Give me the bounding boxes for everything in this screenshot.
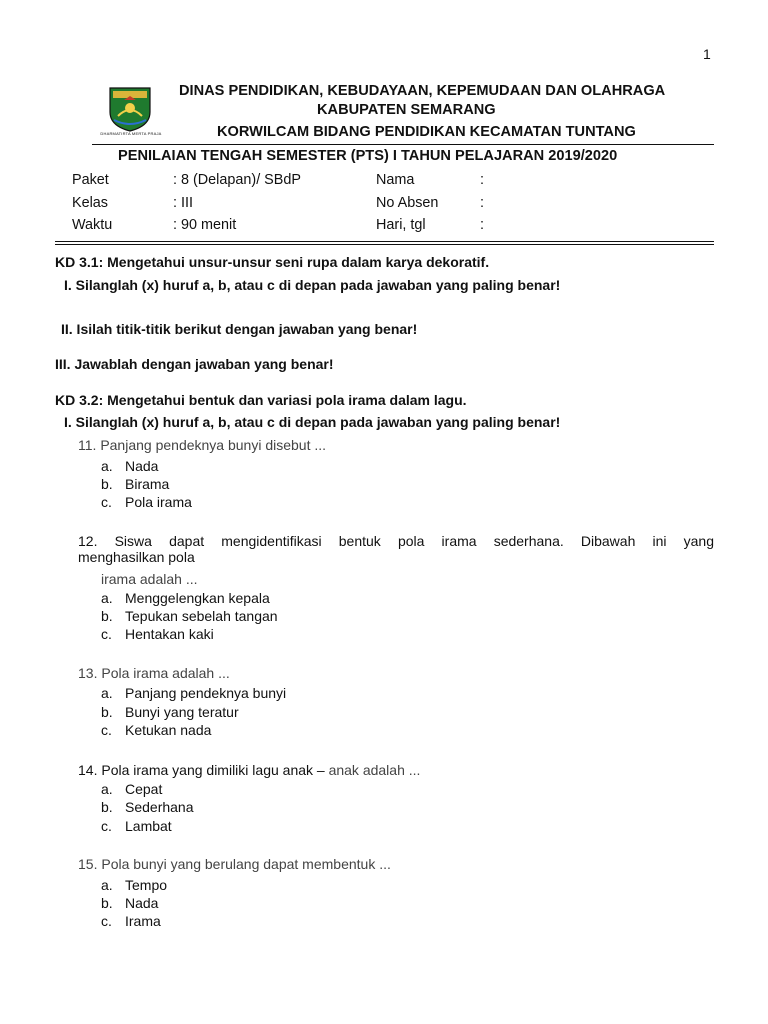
header-line-1: DINAS PENDIDIKAN, KEBUDAYAAN, KEPEMUDAAN DAN OLAHRAGA [179, 83, 666, 99]
info-divider-top [55, 241, 714, 242]
info-divider-bottom [55, 244, 714, 245]
q14-option-a: a. Cepat [101, 781, 163, 797]
regency-emblem-icon [104, 86, 156, 132]
q15-option-a: a. Tempo [101, 877, 168, 893]
question-12-line-2: menghasilkan pola [78, 549, 195, 565]
kelas-label: Kelas [72, 195, 108, 211]
q11-option-c: c. Pola irama [101, 494, 192, 510]
exam-title: PENILAIAN TENGAH SEMESTER (PTS) I TAHUN PELAJARAN 2019/2020 [118, 148, 618, 164]
waktu-label: Waktu [72, 217, 113, 233]
header-line-3: KORWILCAM BIDANG PENDIDIKAN KECAMATAN TUNTANG [217, 124, 636, 140]
logo-caption: DHARMATIRTA MERTA PRAJA [100, 131, 162, 136]
q15-option-c: c. Irama [101, 913, 161, 929]
question-15: 15. Pola bunyi yang berulang dapat membentuk ... [78, 856, 391, 872]
hari-value: : [480, 217, 484, 233]
kd1-section-3: III. Jawablah dengan jawaban yang benar! [55, 356, 334, 372]
waktu-value: : 90 menit [173, 217, 237, 233]
q13-option-a: a. Panjang pendeknya bunyi [101, 685, 287, 701]
kd2-section-1: I. Silanglah (x) huruf a, b, atau c di depan pada jawaban yang paling benar! [64, 414, 561, 430]
nama-label: Nama [376, 172, 415, 188]
kelas-value: : III [173, 195, 193, 211]
kd1-section-2: II. Isilah titik-titik berikut dengan jawaban yang benar! [61, 321, 418, 337]
q12-option-c: c. Hentakan kaki [101, 626, 214, 642]
q13-option-c: c. Ketukan nada [101, 722, 212, 738]
q12-option-a: a. Menggelengkan kepala [101, 590, 270, 606]
question-11: 11. Panjang pendeknya bunyi disebut ... [78, 437, 327, 453]
absen-label: No Absen [376, 195, 439, 211]
kd2-title: KD 3.2: Mengetahui bentuk dan variasi pola irama dalam lagu. [55, 392, 467, 408]
kd1-title: KD 3.1: Mengetahui unsur-unsur seni rupa dalam karya dekoratif. [55, 254, 490, 270]
q14-option-c: c. Lambat [101, 818, 172, 834]
hari-label: Hari, tgl [376, 217, 426, 233]
question-14: 14. Pola irama yang dimiliki lagu anak – anak adalah ... [78, 762, 421, 778]
q13-option-b: b. Bunyi yang teratur [101, 704, 239, 720]
q15-option-b: b. Nada [101, 895, 159, 911]
q11-option-a: a. Nada [101, 458, 159, 474]
question-12-line-3: irama adalah ... [101, 571, 198, 587]
paket-value: : 8 (Delapan)/ SBdP [173, 172, 301, 188]
q12-option-b: b. Tepukan sebelah tangan [101, 608, 278, 624]
absen-value: : [480, 195, 484, 211]
question-13: 13. Pola irama adalah ... [78, 665, 230, 681]
question-12-line-1: 12. Siswa dapat mengidentifikasi bentuk pola irama sederhana. Dibawah ini yang [78, 533, 714, 549]
paket-label: Paket [72, 172, 109, 188]
header-line-2: KABUPATEN SEMARANG [317, 102, 496, 118]
kd1-section-1: I. Silanglah (x) huruf a, b, atau c di depan pada jawaban yang paling benar! [64, 277, 561, 293]
q11-option-b: b. Birama [101, 476, 170, 492]
page-number: 1 [703, 46, 711, 62]
header-divider [92, 144, 714, 145]
q14-option-b: b. Sederhana [101, 799, 194, 815]
nama-value: : [480, 172, 484, 188]
